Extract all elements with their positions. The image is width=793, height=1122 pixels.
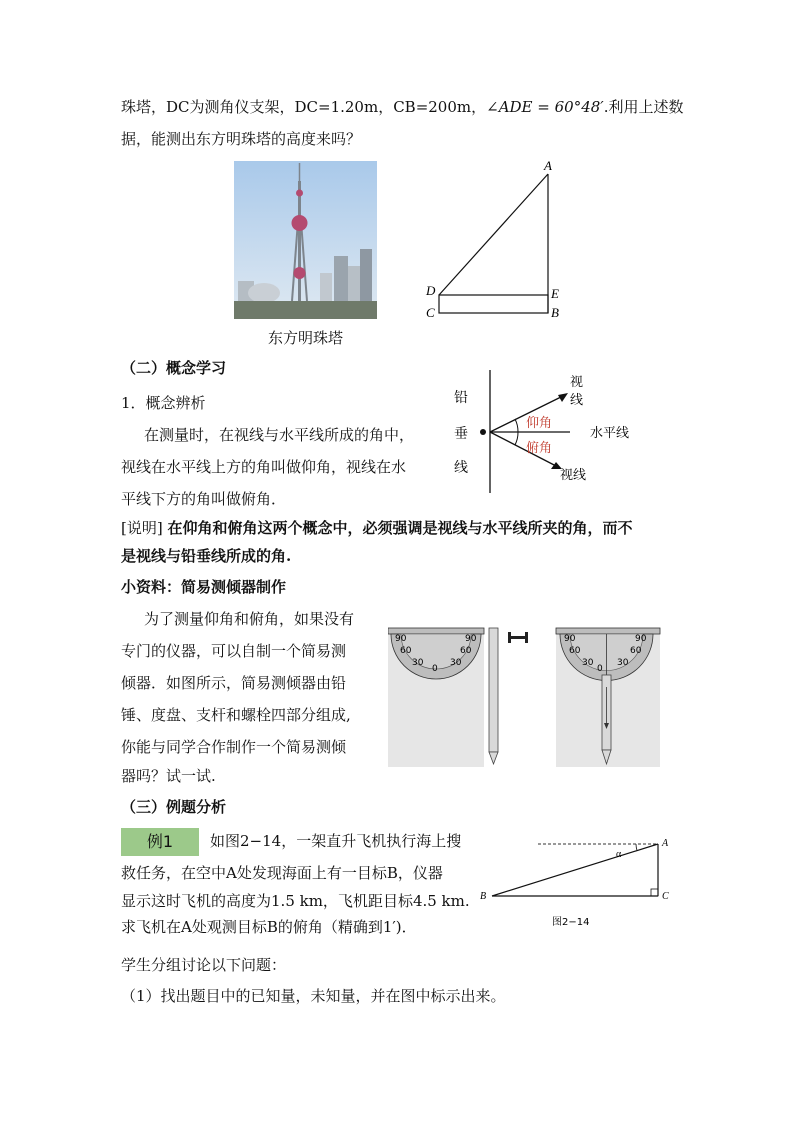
right-tick-0: 0: [597, 664, 603, 674]
right-tick-30a: 30: [582, 658, 594, 668]
fig-label-a: A: [662, 838, 669, 849]
section-3-heading: （三）例题分析: [121, 798, 227, 816]
resource-line-4: 锤、度盘、支杆和螺栓四部分组成,: [121, 706, 351, 724]
resource-line-1: 为了测量仰角和俯角，如果没有: [144, 610, 355, 628]
example-line-1: 如图2−14，一架直升飞机执行海上搜: [210, 832, 462, 850]
sight-up-char-2: 线: [570, 393, 584, 408]
left-tick-0: 0: [432, 664, 438, 674]
tower-triangle-diagram: [420, 156, 570, 321]
inclinometer-svg: [388, 625, 662, 770]
bolt-head-right: [525, 632, 528, 643]
fig-label-b: B: [480, 891, 487, 902]
section-2-heading: （二）概念学习: [121, 359, 227, 377]
discussion-q1: （1）找出题目中的已知量，未知量，并在图中标示出来。: [121, 987, 506, 1005]
left-tick-60b: 60: [460, 646, 472, 656]
intro-text-a: 珠塔，DC为测角仪支架，DC=1.20m，CB=200m，: [121, 98, 487, 116]
right-angle-mark: [651, 889, 658, 896]
subsection-1-title: 1．概念辨析: [121, 394, 206, 412]
right-tick-90a: 90: [564, 634, 576, 644]
right-tick-90b: 90: [635, 634, 647, 644]
label-e: E: [551, 286, 559, 301]
arc-elevation: [515, 419, 518, 432]
example-line-2: 救任务，在空中A处发现海面上有一目标B，仪器: [121, 864, 443, 882]
horizontal-label: 水平线: [590, 426, 630, 441]
concept-line-3: 平线下方的角叫做俯角．: [121, 490, 287, 508]
sight-up-char-1: 视: [570, 375, 584, 390]
example-1-badge: 例1: [121, 828, 199, 856]
plumb-char-1: 铅: [454, 390, 468, 406]
left-tick-90b: 90: [465, 634, 477, 644]
stick-tip: [489, 752, 498, 764]
concept-line-1: 在测量时，在视线与水平线所成的角中，: [144, 426, 415, 444]
support-stick: [489, 628, 498, 752]
fig-caption: 图2−14: [552, 917, 590, 928]
photo-caption: 东方明珠塔: [268, 329, 344, 347]
left-tick-90a: 90: [395, 634, 407, 644]
figure-2-14-svg: [478, 835, 678, 931]
label-c: C: [426, 305, 435, 320]
fig-label-alpha: α: [616, 849, 622, 860]
discussion-intro: 学生分组讨论以下问题：: [121, 956, 287, 974]
concept-line-2: 视线在水平线上方的角叫做仰角，视线在水: [121, 458, 407, 476]
tower-photo-image: [234, 161, 377, 319]
example-line-3: 显示这时飞机的高度为1.5 km，飞机距目标4.5 km.: [121, 892, 470, 910]
intro-text-b: .利用上述数: [603, 98, 684, 116]
example-line-4: 求飞机在A处观测目标B的俯角（精确到1′)．: [121, 918, 417, 936]
arrow-up: [558, 393, 568, 402]
intro-line-1: [121, 97, 683, 117]
angle-svg: [450, 366, 650, 496]
tower-triangle-svg: [420, 156, 570, 321]
elevation-label: 仰角: [526, 416, 553, 431]
note-text-1: 在仰角和俯角这两个概念中，必须强调是视线与水平线所夹的角，而不: [167, 519, 633, 537]
plumb-bob: [480, 429, 486, 435]
bolt-head-left: [508, 632, 511, 643]
right-tick-60a: 60: [569, 646, 581, 656]
intro-line-2: 据，能测出东方明珠塔的高度来吗？: [121, 130, 362, 148]
note-prefix: [说明]: [121, 519, 163, 537]
figure-2-14: [478, 835, 678, 931]
rect-dceb: [439, 295, 548, 313]
angle-ade-formula: ∠ADE = 60°48′: [486, 98, 604, 116]
sight-down-label: 视线: [560, 468, 587, 483]
line-da: [439, 174, 548, 295]
left-tick-30a: 30: [412, 658, 424, 668]
label-d: D: [426, 283, 436, 298]
plumb-char-3: 线: [454, 460, 468, 476]
note-line-2: 是视线与铅垂线所成的角.: [121, 547, 292, 565]
label-b: B: [551, 305, 559, 320]
depression-label: 俯角: [526, 441, 553, 456]
resource-line-2: 专门的仪器，可以自制一个简易测: [121, 642, 347, 660]
fig-label-c: C: [662, 891, 669, 902]
tower-photo: [234, 161, 377, 319]
resource-heading: 小资料：简易测倾器制作: [121, 578, 287, 596]
resource-line-3: 倾器．如图所示，简易测倾器由铅: [121, 674, 347, 692]
plumb-char-2: 垂: [454, 426, 468, 442]
bolt-shaft: [510, 636, 526, 639]
resource-line-6: 器吗？试一试.: [121, 767, 216, 785]
left-tick-30b: 30: [450, 658, 462, 668]
arc-depression: [515, 432, 518, 445]
label-a: A: [544, 158, 552, 173]
elevation-depression-diagram: [450, 366, 650, 496]
alpha-arc: [636, 844, 637, 851]
side-ab: [492, 844, 658, 896]
right-tick-30b: 30: [617, 658, 629, 668]
inclinometer-diagram: [388, 625, 662, 770]
left-tick-60a: 60: [400, 646, 412, 656]
resource-line-5: 你能与同学合作制作一个简易测倾: [121, 738, 347, 756]
right-tick-60b: 60: [630, 646, 642, 656]
note-line-1: [121, 518, 633, 538]
